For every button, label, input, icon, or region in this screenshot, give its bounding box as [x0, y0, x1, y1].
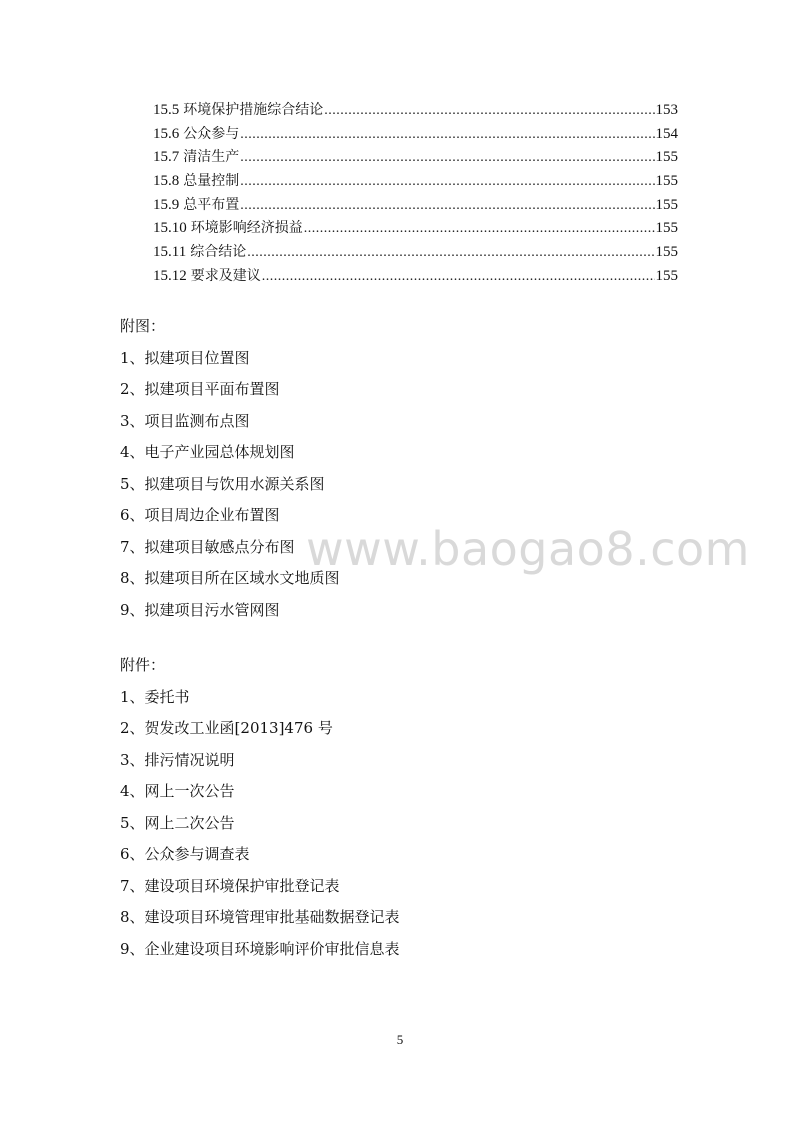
- list-item: 3、项目监测布点图: [120, 411, 250, 430]
- toc-entry-number: 15.6: [153, 125, 180, 142]
- list-item: 2、贺发改工业函[2013]476 号: [120, 719, 333, 737]
- list-item: 4、网上一次公告: [120, 782, 235, 800]
- list-item: 5、拟建项目与饮用水源关系图: [120, 474, 325, 493]
- list-item: 7、建设项目环境保护审批登记表: [120, 876, 340, 895]
- list-item: 9、拟建项目污水管网图: [120, 600, 280, 619]
- watermark: www.baogao8.com: [306, 522, 750, 576]
- toc-entry[interactable]: [153, 265, 678, 289]
- toc-entry[interactable]: [153, 241, 678, 265]
- toc-dot-leader: [240, 123, 654, 147]
- toc-entry[interactable]: [153, 194, 678, 218]
- toc-entry-title: 要求及建议: [190, 267, 261, 284]
- toc-dot-leader: [262, 265, 655, 289]
- appendix-figures-section: [120, 311, 680, 626]
- list-item: 6、公众参与调查表: [120, 845, 250, 863]
- list-item: 8、建设项目环境管理审批基础数据登记表: [120, 908, 400, 926]
- appendix-attachments-heading: 附件：: [120, 656, 166, 674]
- toc-entry-title: 公众参与: [183, 125, 240, 142]
- toc-entry[interactable]: [153, 217, 678, 241]
- toc-dot-leader: [240, 146, 654, 170]
- appendix-figures-heading: 附图：: [120, 317, 166, 335]
- toc-dot-leader: [240, 170, 654, 194]
- toc-entry-title: 清洁生产: [183, 149, 240, 166]
- list-item: 8、拟建项目所在区域水文地质图: [120, 569, 340, 587]
- list-item: 7、拟建项目敏感点分布图: [120, 537, 295, 556]
- toc-entry-number: 15.7: [153, 149, 180, 166]
- toc-entry-number: 15.8: [153, 173, 180, 190]
- toc-dot-leader: [240, 194, 654, 218]
- list-item: 5、网上二次公告: [120, 813, 235, 832]
- toc-entry[interactable]: [153, 123, 678, 147]
- toc-dot-leader: [324, 99, 654, 123]
- list-item: 6、项目周边企业布置图: [120, 506, 280, 524]
- toc-entry-page: 155: [655, 173, 678, 190]
- toc-entry-page: 153: [655, 102, 678, 118]
- toc-entry-title: 综合结论: [190, 244, 247, 261]
- list-item: 2、拟建项目平面布置图: [120, 380, 280, 398]
- list-item: 4、电子产业园总体规划图: [120, 443, 295, 461]
- table-of-contents: [153, 99, 678, 289]
- toc-entry-page: 155: [655, 267, 678, 284]
- toc-entry-page: 155: [655, 244, 678, 261]
- toc-entry-title: 环境保护措施综合结论: [183, 102, 324, 118]
- toc-entry-number: 15.10: [153, 220, 187, 237]
- toc-entry[interactable]: [153, 170, 678, 194]
- toc-dot-leader: [304, 217, 655, 241]
- toc-entry-number: 15.11: [153, 244, 187, 261]
- appendix-attachments-section: [120, 650, 680, 965]
- toc-dot-leader: [247, 241, 654, 265]
- toc-entry-title: 环境影响经济损益: [190, 220, 303, 237]
- list-item: 1、拟建项目位置图: [120, 348, 250, 367]
- toc-entry-number: 15.12: [153, 267, 187, 284]
- toc-entry-number: 15.5: [153, 102, 180, 118]
- toc-entry-page: 154: [655, 125, 678, 142]
- list-item: 9、企业建设项目环境影响评价审批信息表: [120, 939, 400, 958]
- toc-entry[interactable]: [153, 146, 678, 170]
- toc-entry-number: 15.9: [153, 196, 180, 213]
- list-item: 1、委托书: [120, 687, 190, 706]
- toc-entry-page: 155: [655, 149, 678, 166]
- toc-entry-page: 155: [655, 220, 678, 237]
- toc-entry[interactable]: [153, 99, 678, 123]
- toc-entry-title: 总量控制: [183, 173, 240, 190]
- toc-entry-title: 总平布置: [183, 196, 240, 213]
- toc-entry-page: 155: [655, 196, 678, 213]
- page-number: 5: [396, 1032, 404, 1047]
- list-item: 3、排污情况说明: [120, 750, 235, 769]
